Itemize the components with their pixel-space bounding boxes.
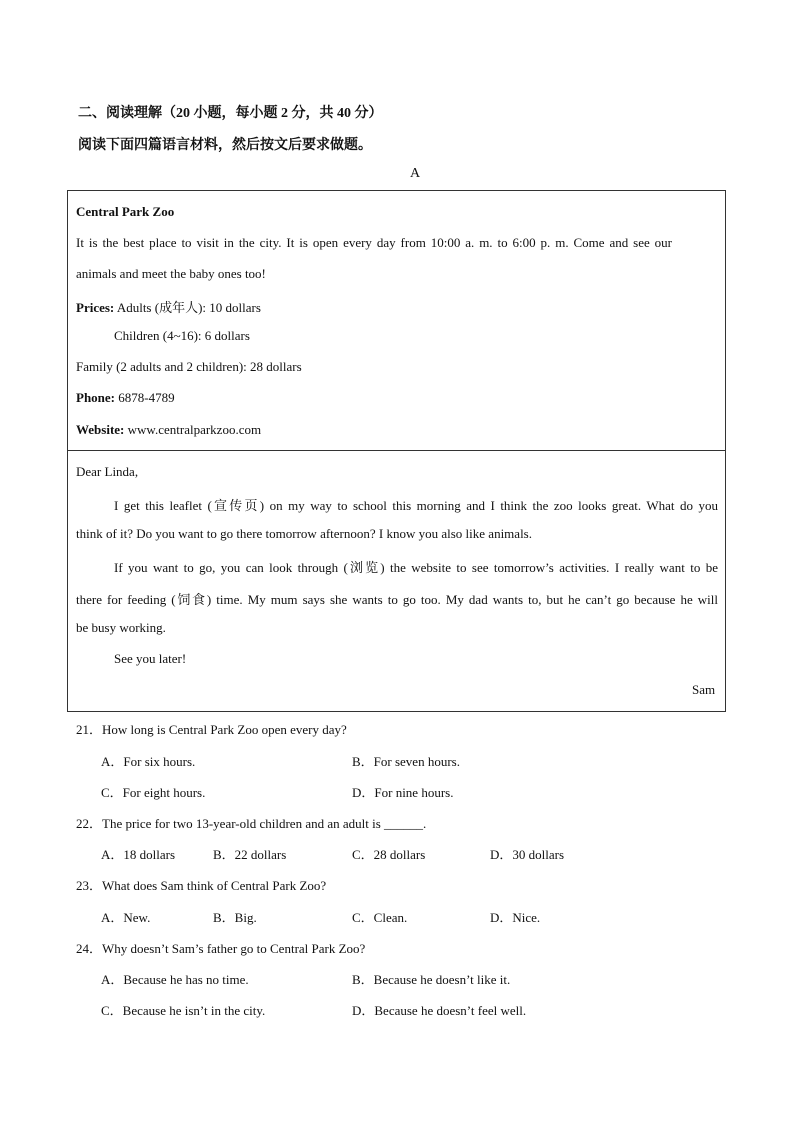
option-22-c: C．28 dollars [352,847,426,862]
passage-letter: A [410,166,421,181]
phone-row [76,390,175,406]
section-title: 二、阅读理解（20 小题，每小题 2 分，共 40 分） [78,106,383,121]
option-23-c: C．Clean. [352,910,408,925]
option-24-b: B．Because he doesn’t like it. [352,972,511,987]
price-family: Family (2 adults and 2 children): 28 dollars [76,359,302,374]
option-23-b: B．Big. [213,910,257,925]
prices-adults-row [76,297,261,316]
question-23: 23．What does Sam think of Central Park Zoo? [76,878,327,893]
phone-label: Phone: [76,390,115,405]
letter-p2-line1: If you want to go, you can look through (浏览) the website to see tomorrow’s activities. I really want to be [114,560,718,575]
option-23-d: D．Nice. [490,910,541,925]
question-21: 21．How long is Central Park Zoo open every day? [76,722,347,737]
letter-greeting: Dear Linda, [76,464,139,479]
leaflet-box [67,190,726,451]
option-22-d: D．30 dollars [490,847,565,862]
option-21-b: B．For seven hours. [352,754,460,769]
option-22-b: B．22 dollars [213,847,287,862]
phone-number: 6878-4789 [118,390,175,405]
price-children: Children (4~16): 6 dollars [114,328,250,343]
option-24-a: A．Because he has no time. [101,972,249,987]
website-row [76,422,261,438]
leaflet-intro-line2: animals and meet the baby ones too! [76,266,266,281]
website-url: www.centralparkzoo.com [127,422,262,437]
prices-label: Prices: [76,300,115,315]
option-21-a: A．For six hours. [101,754,196,769]
letter-signature: Sam [692,682,716,697]
option-23-a: A．New. [101,910,151,925]
letter-p1-line1: I get this leaflet (宣传页) on my way to school this morning and I think the zoo looks great. What do you [114,498,718,513]
question-24: 24．Why doesn’t Sam’s father go to Central Park Zoo? [76,941,366,956]
question-22: 22．The price for two 13-year-old children and an adult is ______. [76,816,427,831]
letter-p2-line2: there for feeding (饲食) time. My mum says she wants to go too. My dad wants to, but he can’t go because he will [76,592,718,607]
option-24-d: D．Because he doesn’t feel well. [352,1003,527,1018]
letter-box [67,450,726,712]
website-label: Website: [76,422,125,437]
price-adults: Adults (成年人): 10 dollars [116,300,261,315]
option-21-d: D．For nine hours. [352,785,454,800]
leaflet-title: Central Park Zoo [76,204,175,219]
letter-p2-line3: be busy working. [76,620,166,635]
letter-p1-line2: think of it? Do you want to go there tomorrow afternoon? I know you also like animals. [76,526,532,541]
option-22-a: A．18 dollars [101,847,176,862]
option-24-c: C．Because he isn’t in the city. [101,1003,266,1018]
section-instruction: 阅读下面四篇语言材料，然后按文后要求做题。 [78,138,372,153]
leaflet-intro-line1: It is the best place to visit in the city. It is open every day from 10:00 a. m. to 6:00 p. m. Come and see our [76,235,672,250]
letter-closing: See you later! [114,651,187,666]
option-21-c: C．For eight hours. [101,785,206,800]
